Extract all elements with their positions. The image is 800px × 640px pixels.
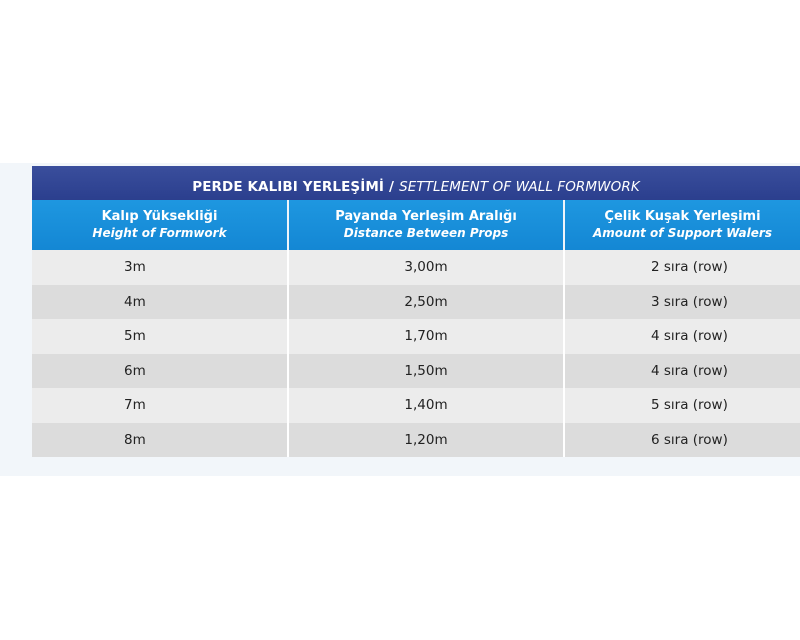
header-walers <box>565 200 800 250</box>
cell-distance: 1,50m <box>289 354 565 389</box>
header-distance <box>289 200 565 250</box>
table-row <box>32 250 800 285</box>
cell-height: 6m <box>32 354 289 389</box>
cell-walers: 6 sıra (row) <box>651 431 728 448</box>
cell-distance: 1,20m <box>289 423 565 458</box>
table-row <box>32 354 800 389</box>
table-row <box>32 388 800 423</box>
cell-height: 4m <box>32 285 289 320</box>
cell-distance: 2,50m <box>289 285 565 320</box>
title-en: SETTLEMENT OF WALL FORMWORK <box>399 179 640 195</box>
cell-height: 3m <box>32 250 289 285</box>
table-title <box>32 166 800 200</box>
header-tr: Çelik Kuşak Yerleşimi <box>604 209 761 224</box>
header-height <box>32 200 289 250</box>
cell-distance: 3,00m <box>289 250 565 285</box>
table-header <box>32 200 800 250</box>
table-row <box>32 285 800 320</box>
formwork-table <box>32 166 800 457</box>
header-tr: Payanda Yerleşim Aralığı <box>335 209 517 224</box>
title-separator: / <box>389 179 395 195</box>
cell-walers: 5 sıra (row) <box>651 397 728 414</box>
cell-distance: 1,40m <box>289 388 565 423</box>
cell-walers: 3 sıra (row) <box>651 293 728 310</box>
header-en: Distance Between Props <box>343 226 509 240</box>
cell-height: 8m <box>32 423 289 458</box>
cell-distance: 1,70m <box>289 319 565 354</box>
table-row <box>32 319 800 354</box>
header-en: Amount of Support Walers <box>593 226 772 240</box>
header-en: Height of Formwork <box>92 226 227 240</box>
cell-walers: 2 sıra (row) <box>651 259 728 276</box>
title-tr: PERDE KALIBI YERLEŞİMİ <box>192 179 385 195</box>
cell-height: 7m <box>32 388 289 423</box>
cell-walers: 4 sıra (row) <box>651 362 728 379</box>
cell-walers: 4 sıra (row) <box>651 328 728 345</box>
header-tr: Kalıp Yüksekliği <box>101 209 218 224</box>
table-row <box>32 423 800 458</box>
cell-height: 5m <box>32 319 289 354</box>
